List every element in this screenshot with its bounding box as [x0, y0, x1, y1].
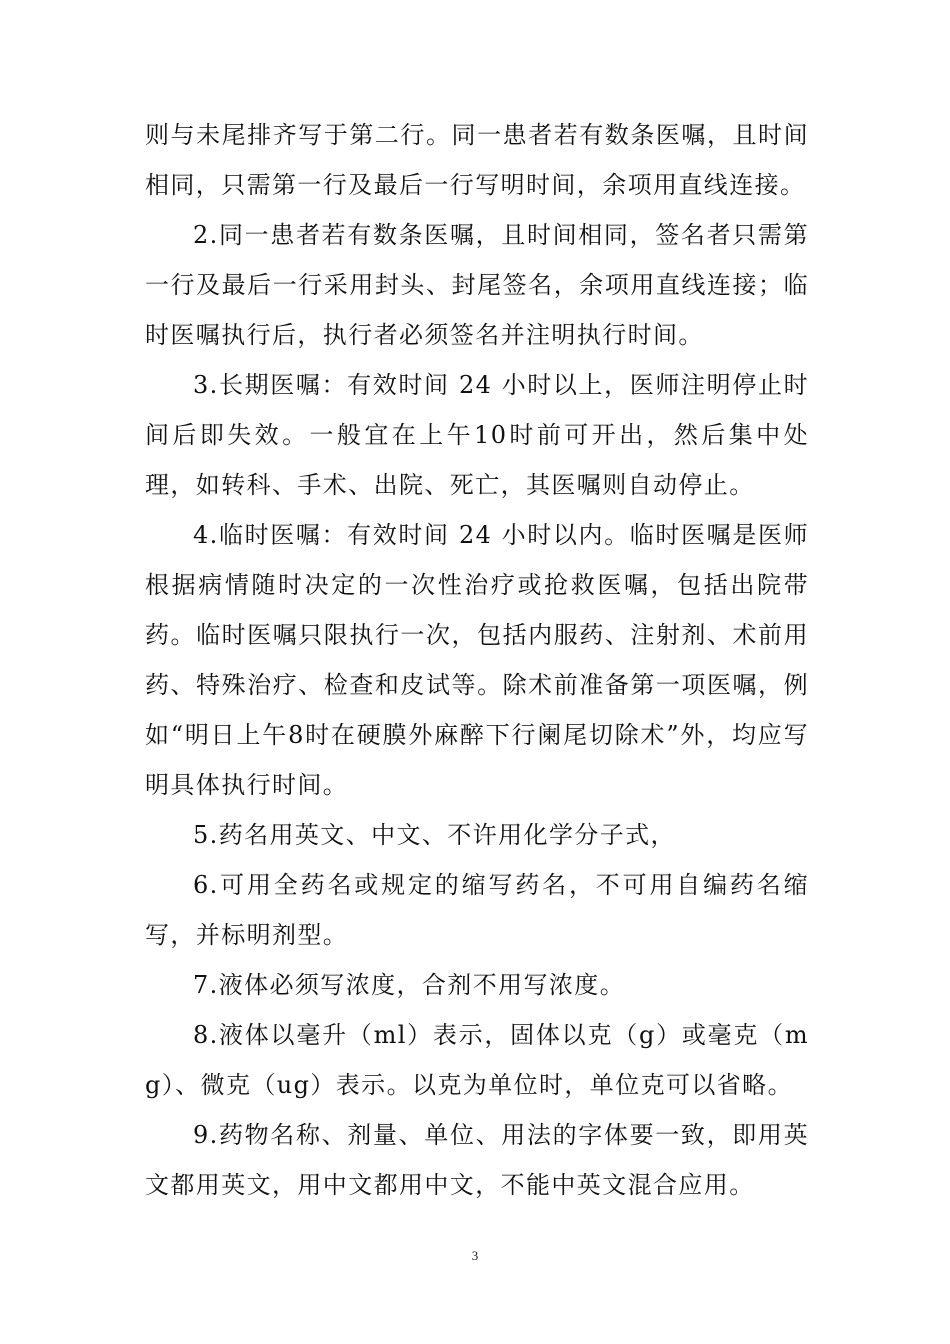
- paragraph-item-9: 9.药物名称、剂量、单位、用法的字体要一致，即用英文都用英文，用中文都用中文，不能中英文混合应用。: [145, 1121, 809, 1199]
- page-number: 3: [471, 1248, 479, 1263]
- paragraph-item-7: 7.液体必须写浓度，合剂不用写浓度。: [193, 971, 626, 999]
- paragraph-item-5: 5.药名用英文、中文、不许用化学分子式，: [193, 821, 676, 849]
- paragraph-continuation: 则与未尾排齐写于第二行。同一患者若有数条医嘱，且时间相同，只需第一行及最后一行写明时间，余项用直线连接。: [145, 121, 809, 199]
- document-body: [145, 110, 809, 1210]
- paragraph-item-4: 4.临时医嘱：有效时间 24 小时以内。临时医嘱是医师根据病情随时决定的一次性治疗或抢救医嘱，包括出院带药。临时医嘱只限执行一次，包括内服药、注射剂、术前用药、特殊治疗、检查和皮试等。除术前准备第一项医嘱，例如“明日上午8时在硬膜外麻醉下行阑尾切除术”外，均应写明具体执行时间。: [145, 521, 809, 799]
- paragraph-item-6: 6.可用全药名或规定的缩写药名，不可用自编药名缩写，并标明剂型。: [145, 871, 809, 949]
- paragraph-item-3: 3.长期医嘱：有效时间 24 小时以上，医师注明停止时间后即失效。一般宜在上午10时前可开出，然后集中处理，如转科、手术、出院、死亡，其医嘱则自动停止。: [145, 371, 809, 499]
- paragraph-item-8: 8.液体以毫升（ml）表示，固体以克（g）或毫克（mg）、微克（ug）表示。以克为单位时，单位克可以省略。: [145, 1021, 809, 1099]
- paragraph-item-2: 2.同一患者若有数条医嘱，且时间相同，签名者只需第一行及最后一行采用封头、封尾签名，余项用直线连接；临时医嘱执行后，执行者必须签名并注明执行时间。: [145, 221, 809, 349]
